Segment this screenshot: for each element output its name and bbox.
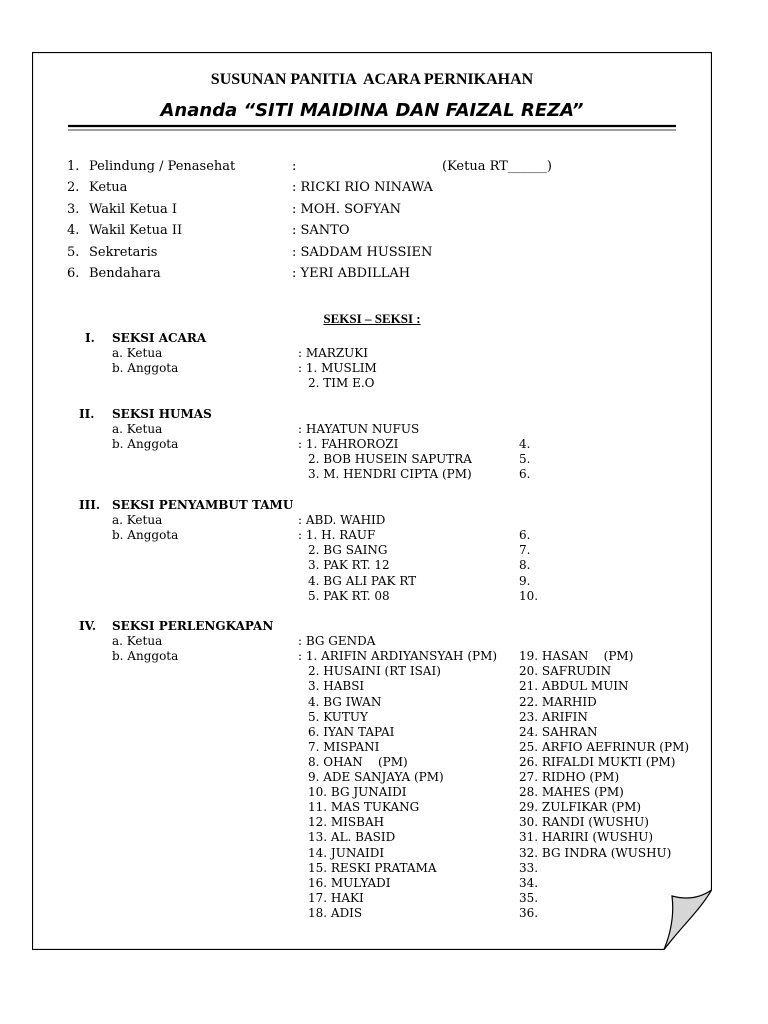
ketua-label: a. Ketua (112, 513, 163, 528)
ketua-name: : ABD. WAHID (298, 513, 386, 528)
member-item: 33. (519, 860, 539, 875)
member-item: 18. ADIS (308, 905, 363, 920)
section-numeral: III. (79, 498, 101, 512)
member-item: 3. PAK RT. 12 (308, 558, 390, 573)
ketua-name: : HAYATUN NUFUS (298, 422, 420, 437)
member-item: 25. ARFIO AEFRINUR (PM) (519, 739, 690, 754)
section-title: SEKSI PENYAMBUT TAMU (112, 498, 294, 512)
member-item: : 1. H. RAUF (298, 528, 376, 543)
ketua-name: : MARZUKI (298, 346, 369, 361)
section-title: SEKSI ACARA (112, 331, 207, 345)
member-item: 17. HAKI (308, 890, 364, 905)
section-numeral: IV. (79, 619, 97, 633)
member-item: 3. HABSI (308, 679, 365, 694)
member-item: 31. HARIRI (WUSHU) (519, 830, 654, 845)
member-item: 3. M. HENDRI CIPTA (PM) (308, 467, 472, 482)
ketua-label: a. Ketua (112, 634, 163, 649)
main-item-role: Pelindung / Penasehat (89, 159, 236, 174)
member-item: 7. (519, 543, 531, 558)
member-item: 21. ABDUL MUIN (519, 679, 629, 694)
main-item-number: 2. (67, 180, 80, 196)
main-item-number: 6. (67, 266, 80, 281)
member-item: : 1. FAHROROZI (298, 437, 399, 452)
main-item-role: Wakil Ketua I (89, 201, 177, 217)
ketua-label: a. Ketua (112, 346, 163, 361)
member-item: 16. MULYADI (308, 875, 391, 890)
member-item: 15. RESKI PRATAMA (308, 860, 437, 875)
member-item: 29. ZULFIKAR (PM) (519, 800, 642, 815)
member-item: 2. BG SAING (308, 543, 388, 558)
main-item-role: Sekretaris (89, 244, 158, 260)
seksi-header: SEKSI – SEKSI : (323, 311, 421, 326)
member-item: 13. AL. BASID (308, 830, 396, 845)
member-item: 11. MAS TUKANG (308, 800, 420, 815)
member-item: 4. BG ALI PAK RT (308, 573, 417, 588)
main-item-number: 4. (67, 223, 80, 239)
main-item-name: : RICKI RIO NINAWA (292, 180, 433, 196)
member-item: 34. (519, 875, 539, 890)
member-item: 5. PAK RT. 08 (308, 588, 390, 603)
member-item: 9. ADE SANJAYA (PM) (308, 770, 444, 784)
member-item: 32. BG INDRA (WUSHU) (519, 845, 672, 860)
member-item: 19. HASAN (PM) (519, 649, 634, 664)
anggota-label: b. Anggota (112, 649, 179, 664)
member-item: 6. IYAN TAPAI (308, 724, 395, 739)
member-item: 9. (519, 573, 531, 588)
member-item: 4. (519, 437, 531, 452)
member-item: 2. TIM E.O (308, 376, 375, 391)
document-title: SUSUNAN PANITIA ACARA PERNIKAHAN (210, 71, 534, 88)
main-item-number: 1. (67, 159, 80, 174)
member-item: 5. (519, 452, 531, 467)
member-item: 10. BG JUNAIDI (308, 785, 407, 800)
main-item-name: : SADDAM HUSSIEN (292, 244, 433, 260)
member-item: 14. JUNAIDI (308, 845, 385, 860)
main-item-name: : MOH. SOFYAN (292, 201, 402, 217)
member-item: : 1. MUSLIM (298, 361, 377, 376)
member-item: 30. RANDI (WUSHU) (519, 815, 649, 830)
member-item: 4. BG IWAN (308, 694, 382, 709)
main-item-name: : SANTO (292, 223, 350, 239)
document-subtitle: Ananda “SITI MAIDINA DAN FAIZAL REZA” (160, 100, 584, 121)
main-item-number: 5. (67, 244, 80, 260)
main-item-name: : YERI ABDILLAH (292, 266, 411, 281)
ketua-label: a. Ketua (112, 422, 163, 437)
member-item: 2. BOB HUSEIN SAPUTRA (308, 452, 472, 467)
member-item: 7. MISPANI (308, 739, 380, 754)
member-item: 5. KUTUY (308, 709, 368, 724)
ketua-name: : BG GENDA (298, 634, 376, 649)
main-item-note: (Ketua RT______) (442, 159, 552, 174)
main-item-name: : (292, 159, 301, 174)
section-numeral: I. (85, 331, 95, 345)
member-item: 8. (519, 558, 531, 573)
member-item: : 1. ARIFIN ARDIYANSYAH (PM) (298, 649, 498, 664)
section-title: SEKSI PERLENGKAPAN (112, 619, 274, 633)
anggota-label: b. Anggota (112, 528, 179, 543)
document-page (32, 52, 712, 950)
main-item-role: Bendahara (89, 266, 161, 281)
member-item: 12. MISBAH (308, 815, 385, 830)
main-item-role: Ketua (89, 180, 128, 196)
member-item: 23. ARIFIN (519, 709, 588, 724)
member-item: 28. MAHES (PM) (519, 785, 624, 800)
member-item: 6. (519, 528, 531, 543)
member-item: 2. HUSAINI (RT ISAI) (308, 664, 441, 679)
member-item: 20. SAFRUDIN (519, 664, 612, 679)
anggota-label: b. Anggota (112, 361, 179, 376)
member-item: 8. OHAN (PM) (308, 754, 408, 769)
member-item: 26. RIFALDI MUKTI (PM) (519, 754, 676, 769)
section-numeral: II. (79, 407, 95, 421)
member-item: 36. (519, 905, 539, 920)
main-item-role: Wakil Ketua II (89, 223, 183, 239)
member-item: 6. (519, 467, 531, 482)
member-item: 35. (519, 890, 539, 905)
main-item-number: 3. (67, 201, 80, 217)
member-item: 10. (519, 588, 539, 603)
section-title: SEKSI HUMAS (112, 407, 212, 421)
anggota-label: b. Anggota (112, 437, 179, 452)
member-item: 24. SAHRAN (519, 724, 598, 739)
member-item: 27. RIDHO (PM) (519, 770, 620, 784)
member-item: 22. MARHID (519, 694, 597, 709)
